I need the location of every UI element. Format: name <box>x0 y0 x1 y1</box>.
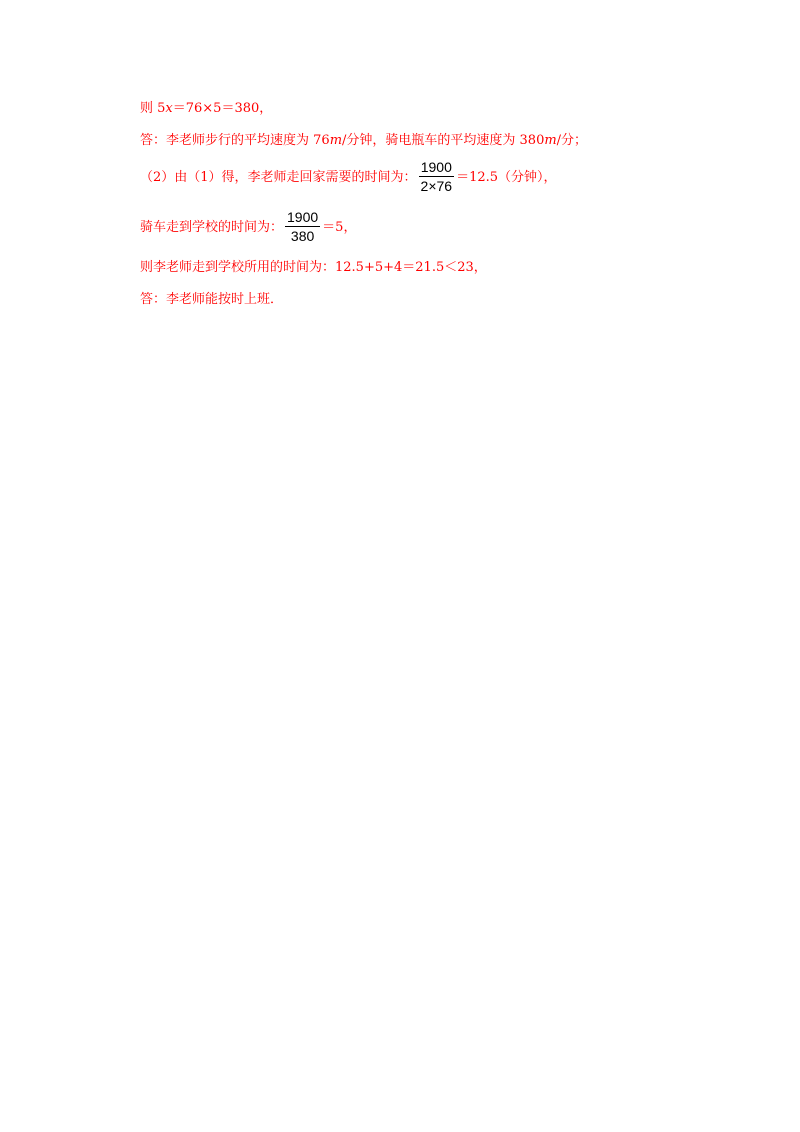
final-answer-line <box>140 292 283 308</box>
total-time-text: 则李老师走到学校所用的时间为：12.5+5+4＝21.5＜23， <box>140 260 487 275</box>
walk-home-time-text: （2）由（1）得，李老师走回家需要的时间为： <box>140 169 417 185</box>
equation-rest: ＝76×5＝380， <box>172 101 273 116</box>
ride-time-text: 骑车走到学校的时间为： <box>140 219 284 235</box>
walk-home-fraction <box>419 160 455 194</box>
solution-line-1 <box>140 101 272 117</box>
fraction-denominator: 2×76 <box>420 178 453 194</box>
fraction-denominator: 380 <box>290 228 315 244</box>
fraction-numerator: 1900 <box>419 160 455 177</box>
ride-time-result: ＝5， <box>322 219 357 235</box>
final-answer-text: 答：李老师能按时上班． <box>140 292 284 307</box>
fraction-numerator: 1900 <box>287 209 319 225</box>
walk-home-time-result: ＝12.5（分钟）， <box>456 169 557 185</box>
answer-speed-line <box>140 133 587 149</box>
total-time-line <box>140 260 487 276</box>
unit-m-bike: m <box>544 133 557 148</box>
ride-time-line <box>140 210 356 244</box>
speed-unit-tail: /分； <box>556 133 588 148</box>
part-2-line <box>140 160 557 194</box>
walking-speed-text: 答：李老师步行的平均速度为 76 <box>140 133 330 148</box>
equation-prefix: 则 5 <box>140 101 166 116</box>
unit-m-walking: m <box>329 133 343 148</box>
bike-speed-text: /分钟，骑电瓶车的平均速度为 380 <box>342 133 545 148</box>
ride-time-fraction <box>285 210 320 244</box>
variable-x: x <box>165 101 173 116</box>
